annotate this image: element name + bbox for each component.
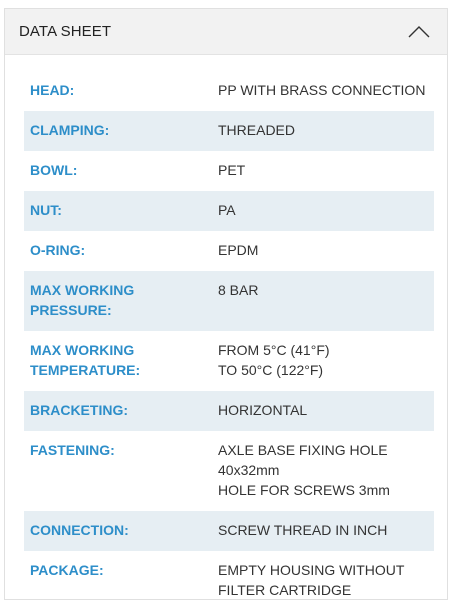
spec-label (24, 391, 208, 431)
spec-table-wrapper (24, 71, 434, 611)
spec-value-line: EMPTY HOUSING WITHOUT (218, 562, 405, 578)
spec-table-body (24, 71, 434, 611)
spec-value-line: FROM 5°C (41°F) (218, 342, 330, 358)
spec-value (208, 151, 434, 191)
spec-label (24, 511, 208, 551)
spec-label-line: MAX WORKING (30, 342, 135, 358)
table-row (24, 111, 434, 151)
spec-value-line: AXLE BASE FIXING HOLE (218, 442, 388, 458)
spec-value (208, 551, 434, 611)
spec-value-line: PA (218, 202, 236, 218)
spec-value (208, 111, 434, 151)
spec-label-line: CLAMPING: (30, 122, 110, 138)
spec-label (24, 331, 208, 391)
spec-value (208, 331, 434, 391)
data-sheet-header[interactable] (5, 9, 447, 55)
spec-value-line: TO 50°C (122°F) (218, 362, 324, 378)
table-row (24, 71, 434, 111)
spec-value-line: EPDM (218, 242, 259, 258)
table-row (24, 331, 434, 391)
spec-label (24, 191, 208, 231)
spec-value (208, 511, 434, 551)
spec-value-line: SCREW THREAD IN INCH (218, 522, 388, 538)
spec-value-line: THREADED (218, 122, 296, 138)
chevron-up-icon[interactable] (407, 24, 431, 40)
table-row (24, 271, 434, 331)
spec-value-line: HOLE FOR SCREWS 3mm (218, 482, 390, 498)
spec-label (24, 271, 208, 331)
spec-value-line: 40x32mm (218, 462, 280, 478)
spec-value-line: PP WITH BRASS CONNECTION (218, 82, 426, 98)
spec-value (208, 271, 434, 331)
spec-label (24, 551, 208, 611)
spec-label (24, 111, 208, 151)
data-sheet-panel (4, 8, 448, 600)
spec-value-line: HORIZONTAL (218, 402, 308, 418)
spec-label-line: O-RING: (30, 242, 86, 258)
spec-label-line: BOWL: (30, 162, 78, 178)
spec-value-line: 8 BAR (218, 282, 259, 298)
table-row (24, 431, 434, 511)
table-row (24, 191, 434, 231)
spec-value (208, 431, 434, 511)
spec-value (208, 71, 434, 111)
spec-value (208, 391, 434, 431)
table-row (24, 511, 434, 551)
spec-table (24, 71, 434, 611)
spec-label-line: NUT: (30, 202, 62, 218)
spec-label-line: PACKAGE: (30, 562, 104, 578)
spec-label-line: FASTENING: (30, 442, 115, 458)
spec-label-line: CONNECTION: (30, 522, 129, 538)
table-row (24, 391, 434, 431)
spec-label (24, 231, 208, 271)
spec-value-line: PET (218, 162, 246, 178)
spec-label-line: MAX WORKING (30, 282, 135, 298)
spec-label (24, 431, 208, 511)
panel-title: DATA SHEET (19, 23, 112, 40)
spec-label-line: TEMPERATURE: (30, 362, 141, 378)
table-row (24, 551, 434, 611)
spec-label-line: HEAD: (30, 82, 75, 98)
table-row (24, 231, 434, 271)
spec-value-line: FILTER CARTRIDGE (218, 582, 352, 598)
spec-label (24, 71, 208, 111)
table-row (24, 151, 434, 191)
spec-value (208, 191, 434, 231)
spec-value (208, 231, 434, 271)
spec-label-line: BRACKETING: (30, 402, 128, 418)
spec-label (24, 151, 208, 191)
spec-label-line: PRESSURE: (30, 302, 112, 318)
